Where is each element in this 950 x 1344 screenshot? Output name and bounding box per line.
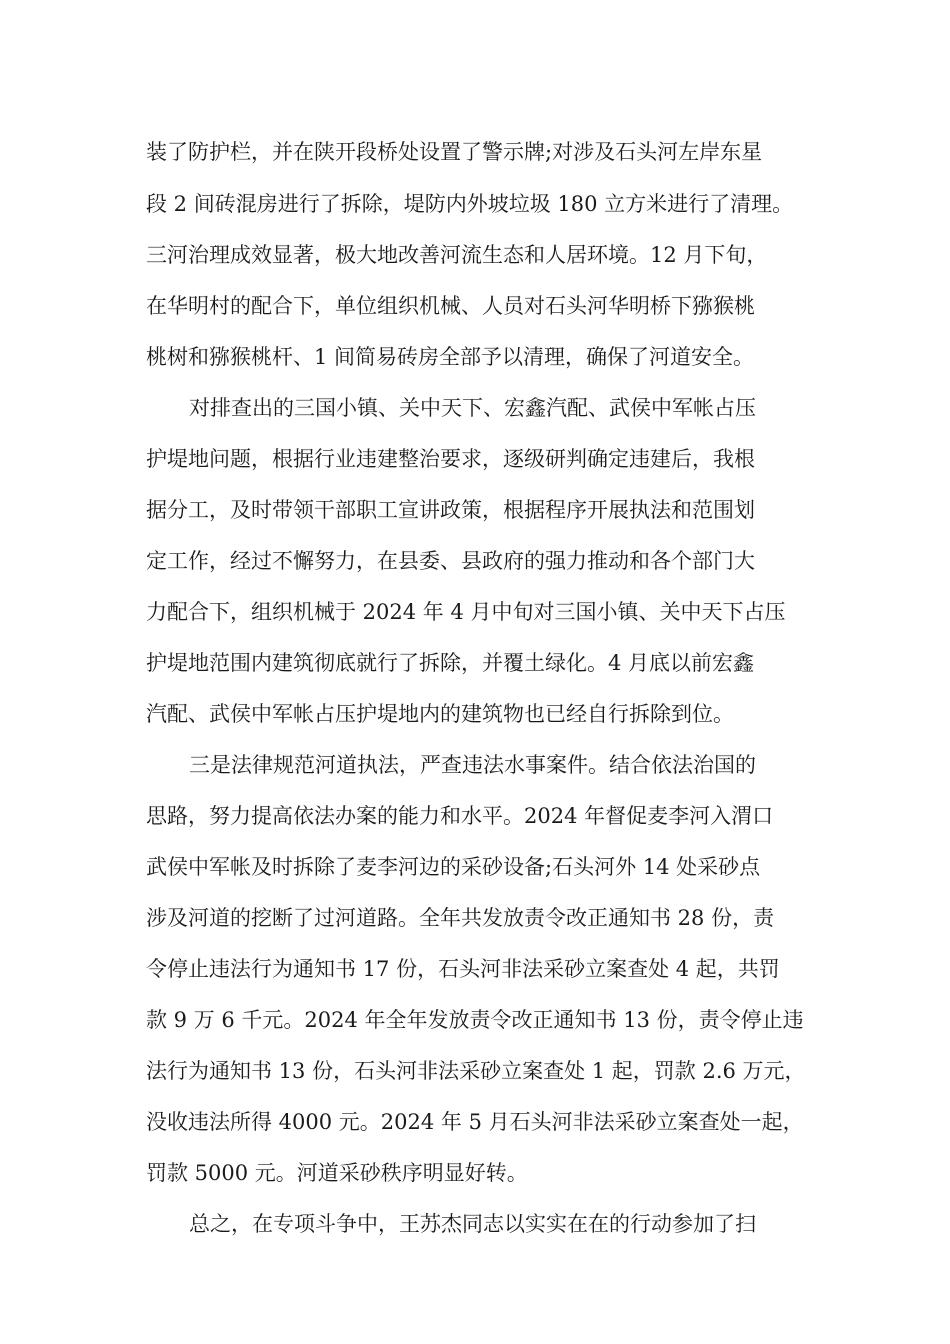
text-line: 装了防护栏，并在陕开段桥处设置了警示牌;对涉及石头河左岸东星 [146, 140, 763, 164]
text-line: 三河治理成效显著，极大地改善河流生态和人居环境。12 月下旬， [146, 243, 768, 267]
text-line: 罚款 5000 元。河道采砂秩序明显好转。 [146, 1161, 528, 1185]
paragraph-first-line: 对排查出的三国小镇、关中天下、宏鑫汽配、武侯中军帐占压 [189, 396, 756, 420]
text-line: 武侯中军帐及时拆除了麦李河边的采砂设备;石头河外 14 处采砂点 [146, 855, 761, 879]
text-line: 思路，努力提高依法办案的能力和水平。2024 年督促麦李河入渭口 [146, 804, 774, 828]
text-line: 在华明村的配合下，单位组织机械、人员对石头河华明桥下猕猴桃 [146, 294, 755, 318]
text-line: 没收违法所得 4000 元。2024 年 5 月石头河非法采砂立案查处一起， [146, 1110, 804, 1134]
text-line: 令停止违法行为通知书 17 份，石头河非法采砂立案查处 4 起，共罚 [146, 957, 780, 981]
text-line: 法行为通知书 13 份，石头河非法采砂立案查处 1 起，罚款 2.6 万元， [146, 1059, 806, 1083]
text-line: 护堤地问题，根据行业违建整治要求，逐级研判确定违建后，我根 [146, 447, 755, 471]
text-line: 段 2 间砖混房进行了拆除，堤防内外坡垃圾 180 立方米进行了清理。 [146, 192, 794, 216]
text-line: 款 9 万 6 千元。2024 年全年发放责令改正通知书 13 份，责令停止违 [146, 1008, 804, 1032]
text-line: 定工作，经过不懈努力，在县委、县政府的强力推动和各个部门大 [146, 549, 755, 573]
paragraph-first-line: 三是法律规范河道执法，严查违法水事案件。结合依法治国的 [189, 753, 756, 777]
paragraph-first-line: 总之，在专项斗争中，王苏杰同志以实实在在的行动参加了扫 [189, 1212, 756, 1236]
text-line: 桃树和猕猴桃杆、1 间简易砖房全部予以清理，确保了河道安全。 [146, 345, 755, 369]
text-line: 力配合下，组织机械于 2024 年 4 月中旬对三国小镇、关中天下占压 [146, 600, 786, 624]
text-line: 据分工，及时带领干部职工宣讲政策，根据程序开展执法和范围划 [146, 498, 755, 522]
text-line: 涉及河道的挖断了过河道路。全年共发放责令改正通知书 28 份，责 [146, 906, 775, 930]
text-line: 汽配、武侯中军帐占压护堤地内的建筑物也已经自行拆除到位。 [146, 702, 734, 726]
text-line: 护堤地范围内建筑彻底就行了拆除，并覆土绿化。4 月底以前宏鑫 [146, 651, 755, 675]
